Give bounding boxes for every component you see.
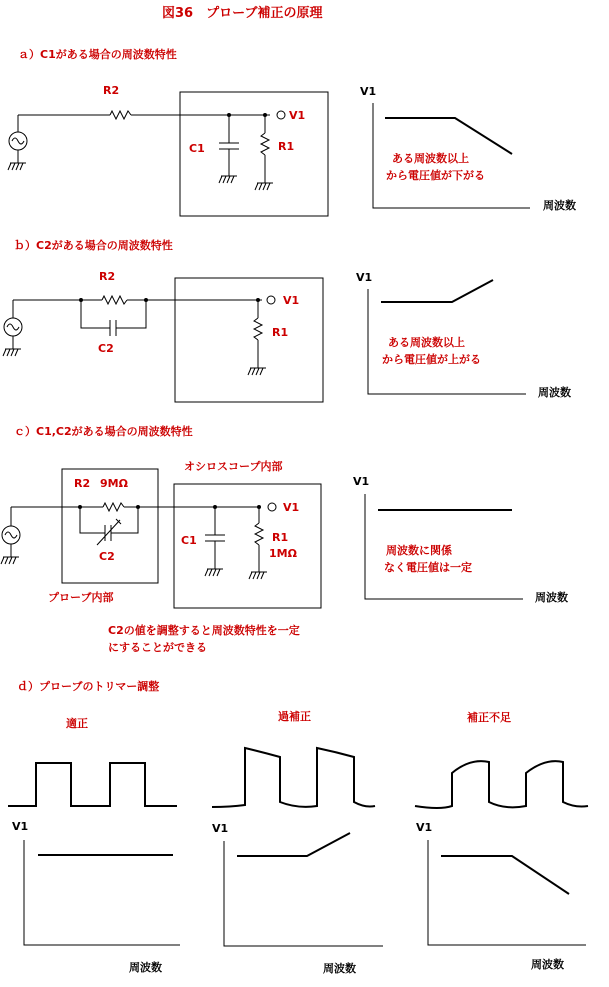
ground-icon	[249, 572, 267, 579]
circuit-b	[3, 270, 323, 402]
circuit-c	[1, 459, 321, 608]
label-v1: V1	[283, 294, 300, 307]
graph-c-note-2: なく電圧値は一定	[384, 561, 472, 574]
panel-v1: V1	[416, 821, 433, 834]
ac-source-icon	[4, 318, 22, 336]
resistor-r2-icon	[110, 111, 131, 119]
section-c-heading: ｃ）C1,C2がある場合の周波数特性	[14, 425, 193, 438]
ground-icon	[219, 176, 237, 183]
ground-icon	[8, 163, 26, 170]
label-v1: V1	[283, 501, 300, 514]
square-wave	[8, 763, 177, 806]
capacitor-c1-icon	[219, 143, 239, 149]
label-v1: V1	[289, 109, 306, 122]
graph-c-note-1: 周波数に関係	[386, 544, 452, 557]
scope-box	[175, 278, 323, 402]
graph-a-freq: 周波数	[543, 199, 576, 212]
section-b-heading: ｂ）C2がある場合の周波数特性	[14, 239, 173, 252]
section-d-heading: ｄ）プローブのトリマー調整	[17, 680, 160, 693]
resistor-r1-icon	[255, 523, 263, 545]
ground-icon	[3, 349, 21, 356]
label-r2: R2	[74, 477, 91, 490]
graph-b-note-2: から電圧値が上がる	[382, 353, 481, 366]
resistor-r2-icon	[103, 503, 124, 511]
label-c1: C1	[181, 534, 197, 547]
ground-icon	[205, 569, 223, 576]
scope-internal-label: オシロスコープ内部	[184, 460, 283, 473]
graph-b-freq: 周波数	[538, 386, 571, 399]
graph-a-note-1: ある周波数以上	[392, 152, 469, 165]
panel-under	[415, 710, 588, 971]
panel-over	[212, 709, 383, 975]
label-c2: C2	[99, 550, 115, 563]
square-wave-overshoot	[212, 748, 375, 807]
response-curve	[381, 280, 493, 302]
ground-icon	[255, 183, 273, 190]
label-r1-value: 1MΩ	[269, 547, 297, 560]
circuit-a	[8, 84, 328, 216]
graph-a-note-2: から電圧値が下がる	[386, 169, 485, 182]
probe-internal-label: プローブ内部	[48, 591, 114, 604]
graph-c	[353, 475, 568, 604]
response-curve	[441, 856, 569, 894]
label-r2: R2	[103, 84, 120, 97]
label-r1: R1	[272, 326, 289, 339]
panel-freq: 周波数	[323, 962, 356, 975]
graph-c-v1: V1	[353, 475, 370, 488]
resistor-r1-icon	[254, 318, 262, 340]
graph-b	[356, 271, 571, 399]
trimmer-capacitor-c2-icon	[97, 519, 121, 545]
panel-v1: V1	[12, 820, 29, 833]
caption-line-1: C2の値を調整すると周波数特性を一定	[108, 624, 300, 637]
square-wave-rounded	[415, 761, 588, 808]
panel-proper	[8, 716, 180, 974]
resistor-r2-icon	[102, 296, 127, 304]
panel-label: 過補正	[278, 710, 311, 723]
panel-v1: V1	[212, 822, 229, 835]
label-r2: R2	[99, 270, 116, 283]
graph-a	[360, 85, 576, 212]
panel-label: 補正不足	[467, 711, 511, 724]
ground-icon	[248, 368, 266, 375]
label-r1: R1	[272, 531, 289, 544]
graph-c-freq: 周波数	[535, 591, 568, 604]
panel-freq: 周波数	[129, 961, 162, 974]
graph-b-v1: V1	[356, 271, 373, 284]
caption-line-2: にすることができる	[108, 641, 207, 654]
capacitor-c2-icon	[110, 320, 116, 336]
label-c2: C2	[98, 342, 114, 355]
response-curve	[385, 118, 512, 154]
response-curve	[237, 833, 350, 856]
label-c1: C1	[189, 142, 205, 155]
capacitor-c1-icon	[205, 535, 225, 541]
ac-source-icon	[9, 132, 27, 150]
ground-icon	[1, 557, 19, 564]
terminal-v1	[267, 296, 275, 304]
ac-source-icon	[2, 526, 20, 544]
section-a-heading: ａ）C1がある場合の周波数特性	[18, 48, 177, 61]
resistor-r1-icon	[261, 133, 269, 155]
graph-b-note-1: ある周波数以上	[388, 336, 465, 349]
panel-label: 適正	[66, 717, 88, 730]
graph-a-v1: V1	[360, 85, 377, 98]
panel-freq: 周波数	[531, 958, 564, 971]
label-r1: R1	[278, 140, 295, 153]
page-title: 図36 プローブ補正の原理	[162, 6, 323, 21]
terminal-v1	[268, 503, 276, 511]
terminal-v1	[277, 111, 285, 119]
label-r2-value: 9MΩ	[100, 477, 128, 490]
